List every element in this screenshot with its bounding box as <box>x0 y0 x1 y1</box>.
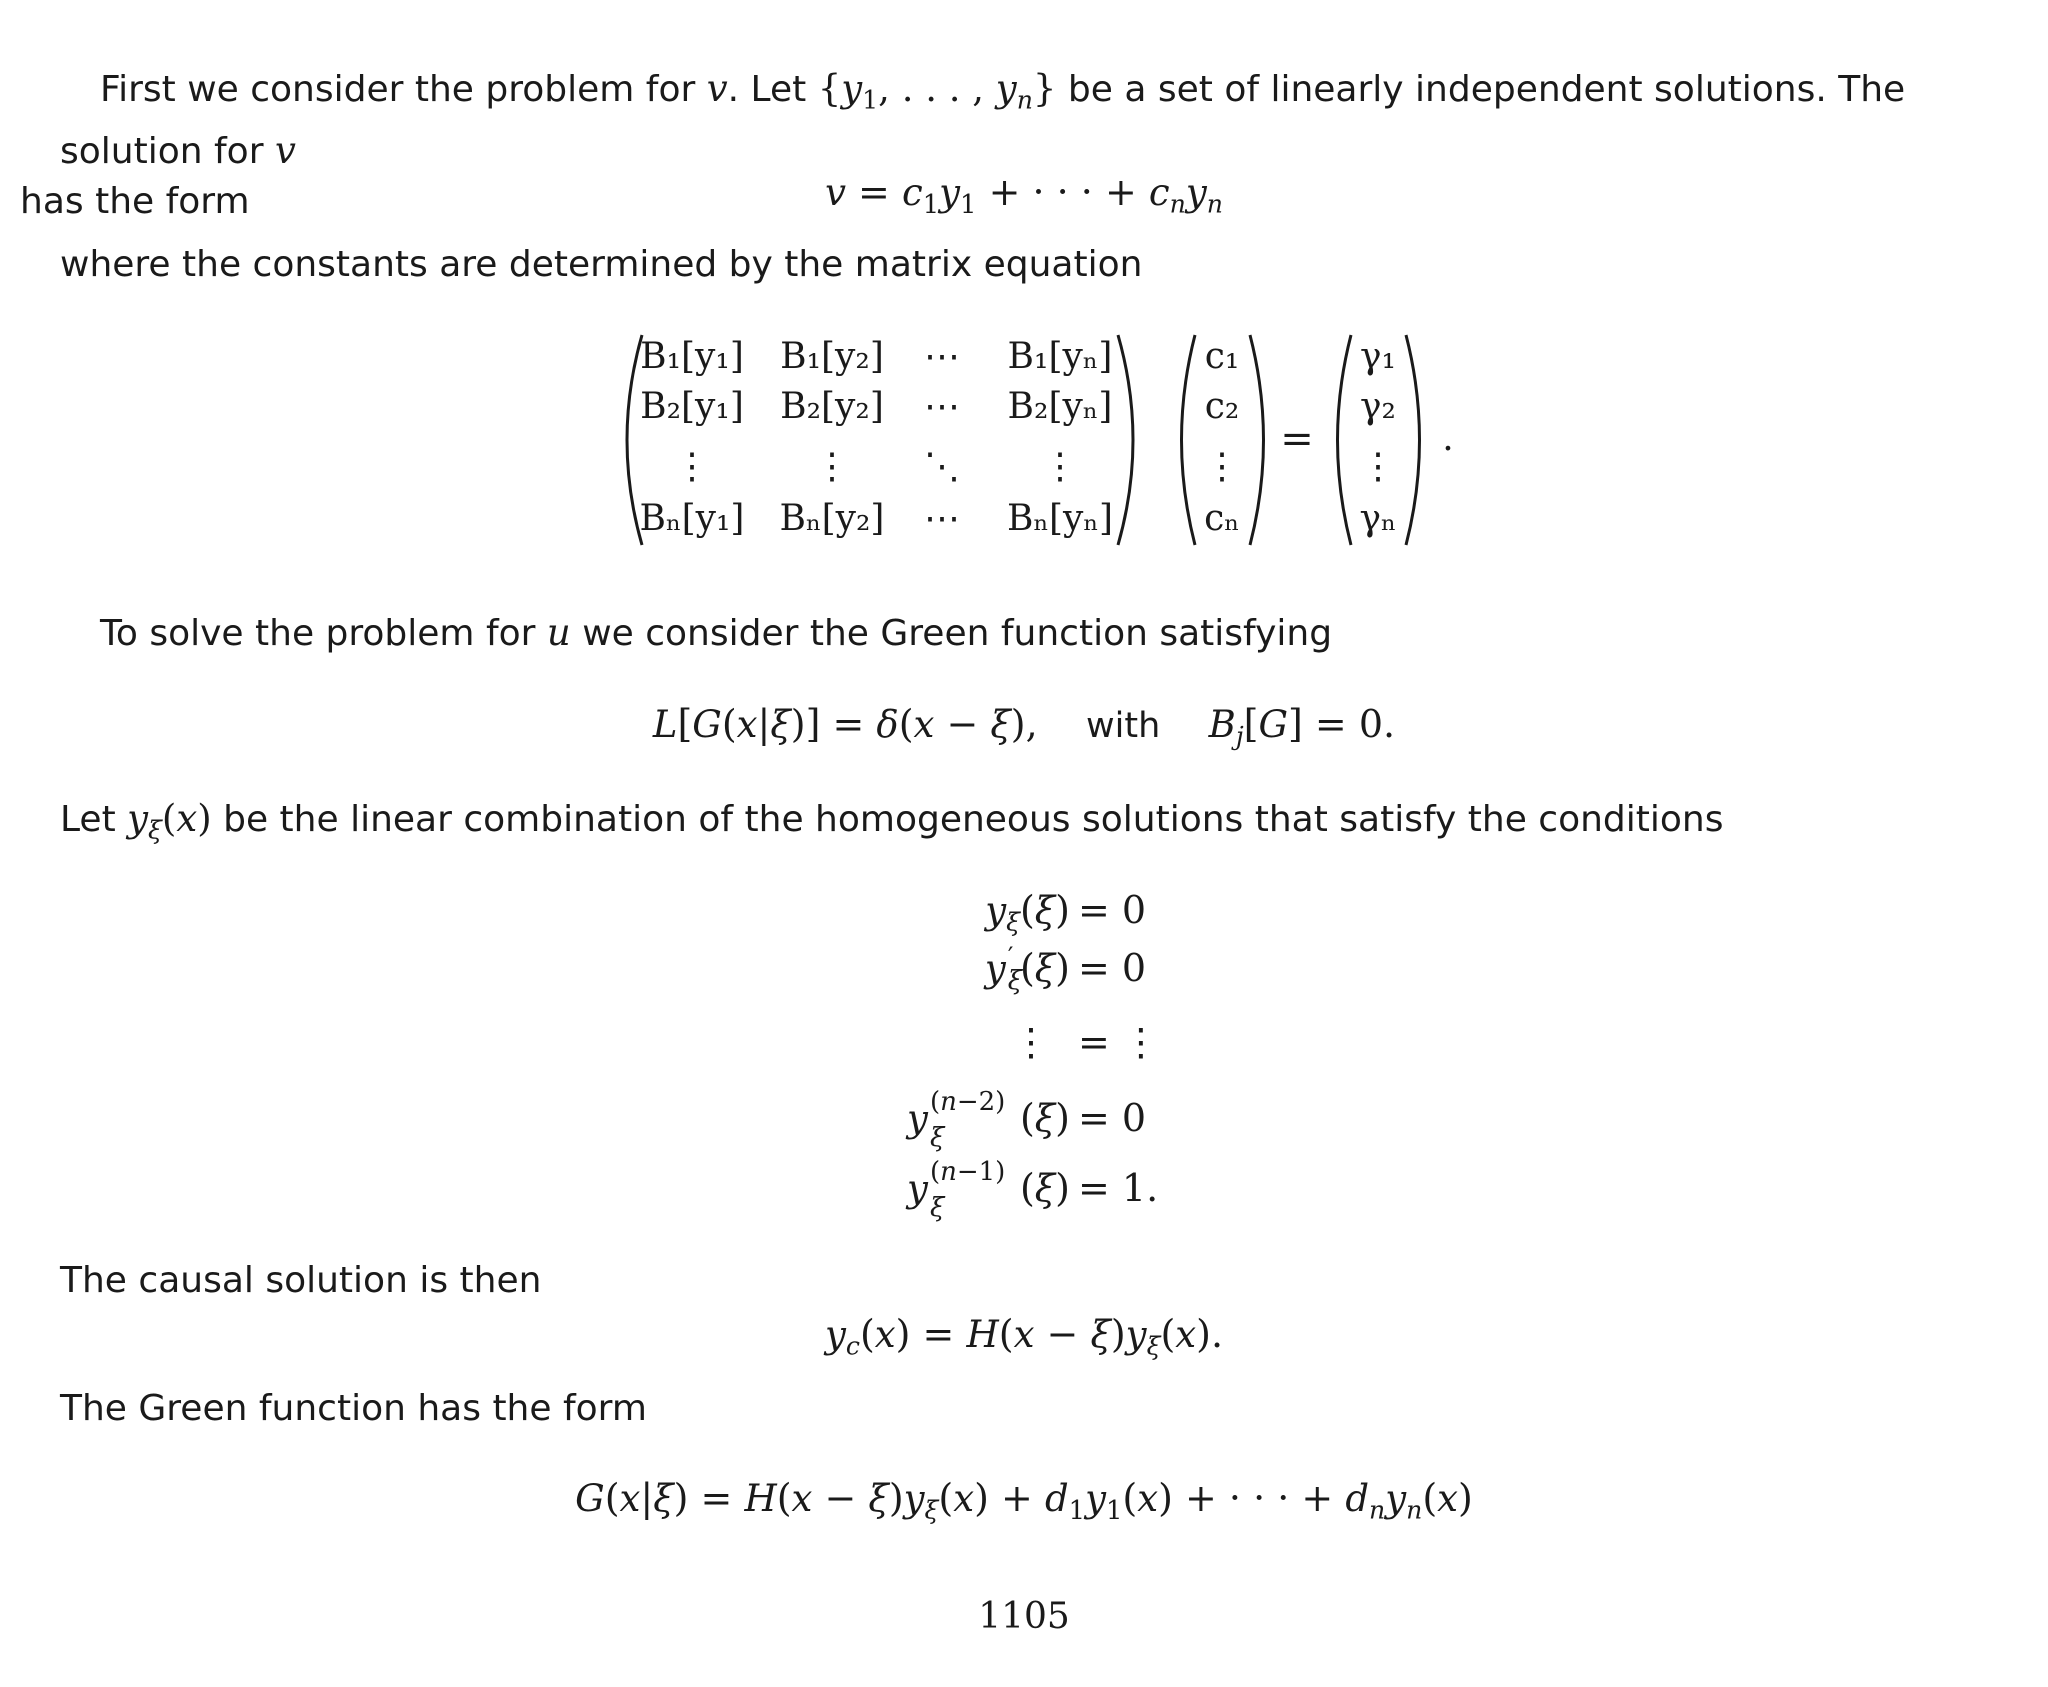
paragraph-green <box>60 608 2000 659</box>
green-form-text: The Green function has the form <box>60 1388 647 1429</box>
matrix-cell-1-1: B₁[y₁] <box>640 336 744 377</box>
matrix-cell-1-4: B₁[yₙ] <box>1007 336 1113 377</box>
condition-5-lhs: y (n−1) ξ (ξ) <box>907 1157 1070 1223</box>
matrix-cell-4-2: Bₙ[y₂] <box>779 498 885 539</box>
gamma-vector-4: γₙ <box>1359 498 1397 539</box>
equation-green-form: $G(x|\xi) = H(x - \xi)y_\xi(x) + d_1y_1(x)$ + · · · + $d_ny_n(x)$ <box>575 1476 1473 1526</box>
matrix-equals-sign: = <box>1280 416 1314 462</box>
gamma-vector-2: γ₂ <box>1360 386 1396 427</box>
condition-4-lhs: y (n−2) ξ (ξ) <box>907 1087 1070 1153</box>
paragraph-causal <box>60 1256 2000 1306</box>
condition-5-rhs: = 1. <box>1078 1166 1159 1210</box>
matrix-cell-2-1: B₂[y₁] <box>640 386 744 427</box>
condition-1-lhs: $y_\xi(\xi)$ <box>985 888 1070 937</box>
matrix-cell-2-3: ⋯ <box>924 386 960 427</box>
intro-text-b: . Let <box>727 69 818 110</box>
equation-v-form: $v = c_1y_1$ + · · · + $c_ny_n$ <box>825 170 1223 220</box>
with-text: with <box>1086 706 1161 746</box>
homogeneous-text-a: Let <box>60 799 116 840</box>
matrix-cell-4-1: Bₙ[y₁] <box>639 498 745 539</box>
matrix-cell-1-2: B₁[y₂] <box>780 336 884 377</box>
c-vector-3: ⋮ <box>1204 446 1240 487</box>
c-vector-4: cₙ <box>1204 498 1240 539</box>
matrix-cell-3-2: ⋮ <box>814 446 850 487</box>
condition-3-lhs: ⋮ <box>1012 1020 1050 1064</box>
var-v-2: v <box>274 128 296 172</box>
paragraph-green-form <box>60 1384 2000 1434</box>
condition-4-rhs: = 0 <box>1078 1096 1147 1140</box>
matrix-cell-3-4: ⋮ <box>1042 446 1078 487</box>
y-xi-of-x: $y_\xi$ <box>127 797 162 845</box>
matrix-cell-4-4: Bₙ[yₙ] <box>1006 498 1114 539</box>
intro-text-a: First we consider the problem for <box>100 69 696 110</box>
gamma-vector-3: ⋮ <box>1360 446 1396 487</box>
c-vector-1: c₁ <box>1204 336 1240 377</box>
matrix-cell-3-1: ⋮ <box>674 446 710 487</box>
green-text-b: we consider the Green function satisfying <box>582 613 1333 654</box>
condition-3-rhs: = ⋮ <box>1078 1020 1160 1064</box>
causal-text: The causal solution is then <box>60 1260 542 1301</box>
intro-text-c: be a set of linearly independent solutions. The solution for <box>60 69 1906 172</box>
condition-1-rhs: = 0 <box>1078 888 1147 932</box>
c-vector-2: c₂ <box>1204 386 1240 427</box>
matrix-cell-2-2: B₂[y₂] <box>780 386 884 427</box>
constants-text: where the constants are determined by the matrix equation <box>60 244 1143 285</box>
matrix-cell-3-3: ⋱ <box>924 446 960 487</box>
homogeneous-text-b: be the linear combination of the homogeneous solutions that satisfy the conditions <box>223 799 1724 840</box>
page-number: 1105 <box>978 1596 1070 1637</box>
var-u: u <box>546 611 571 654</box>
matrix-cell-2-4: B₂[yₙ] <box>1007 386 1113 427</box>
solution-set: {$y_1$, . . . , $y_n$} <box>817 67 1057 115</box>
intro-text-d: has the form <box>20 180 250 222</box>
equation-green-definition: L[G(x|ξ)] = δ(x − ξ), with $B_j[G] = 0$. <box>652 702 1396 751</box>
equation-causal-solution: $y_c(x) = H(x - \xi)y_\xi(x)$. <box>824 1312 1224 1361</box>
matrix-cell-1-3: ⋯ <box>924 336 960 377</box>
matrix-cell-4-3: ⋯ <box>924 498 960 539</box>
paragraph-homogeneous: Let $y_\xi(x)$ be the linear combination of the homogeneous solutions that satisfy the conditions <box>60 797 1724 845</box>
var-v: v <box>706 67 728 110</box>
matrix-period: . <box>1442 418 1454 459</box>
green-text-a: To solve the problem for <box>100 613 536 654</box>
condition-2-lhs: y ′ $_\xi$(ξ) <box>984 942 1070 996</box>
condition-2-rhs: = 0 <box>1078 946 1147 990</box>
gamma-vector-1: γ₁ <box>1360 336 1396 377</box>
